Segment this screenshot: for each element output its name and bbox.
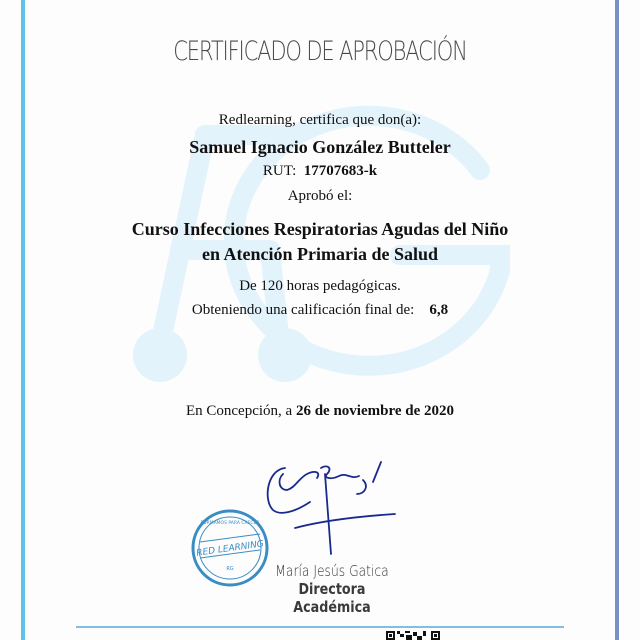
footer-divider: [76, 626, 564, 628]
rut-value: 17707683-k: [303, 163, 378, 179]
course-title-line1: Curso Infecciones Respiratorias Agudas del Niño: [131, 219, 509, 239]
issue-date: 26 de noviembre de 2020: [295, 403, 455, 419]
grade-label: Obteniendo una calificación final de:: [191, 302, 415, 318]
right-border: [615, 0, 619, 640]
recipient-name: Samuel Ignacio González Butteler: [189, 137, 451, 157]
place-date-line: [0, 403, 640, 420]
approved-label: Aprobó el:: [287, 188, 353, 204]
signer-role: Directora Académica: [293, 580, 371, 616]
place-prefix: En Concepción, a: [185, 403, 293, 419]
signature-icon: [255, 450, 405, 560]
svg-text:FORMAMOS PARA CRECER: FORMAMOS PARA CRECER: [200, 521, 260, 526]
course-title-line2: en Atención Primaria de Salud: [201, 244, 438, 264]
red-learning-stamp-icon: [190, 508, 270, 588]
grade-line: [0, 302, 640, 319]
left-border: [21, 0, 25, 640]
svg-text:RG: RG: [226, 566, 234, 572]
signer-name: María Jesús Gatica: [275, 562, 389, 580]
rut-label: RUT:: [262, 163, 297, 179]
svg-text:RED LEARNING: RED LEARNING: [195, 539, 265, 559]
hours-text: De 120 horas pedagógicas.: [239, 278, 401, 294]
certificate-title: CERTIFICADO DE APROBACIÓN: [173, 36, 467, 67]
qr-code-icon: [386, 631, 440, 640]
rut-line: [0, 163, 640, 180]
grade-value: 6,8: [429, 302, 449, 318]
intro-text: Redlearning, certifica que don(a):: [218, 112, 422, 128]
